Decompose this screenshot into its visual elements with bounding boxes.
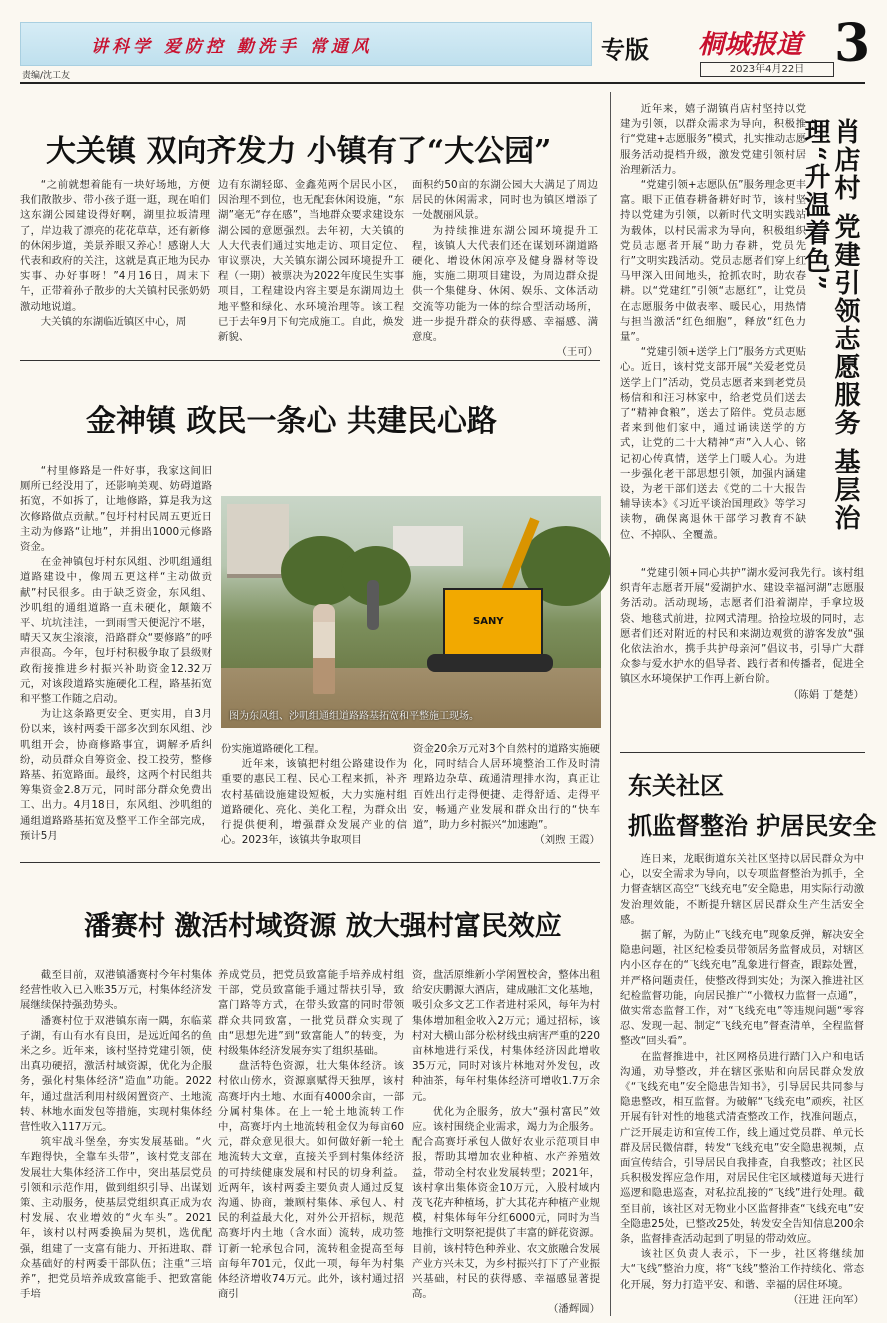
divider: [20, 862, 600, 863]
jinshen-col3: 资金20余万元对3个自然村的道路实施硬化，同时结合人居环境整治工作及时清理路边杂草、疏通清理排水沟，真正让百姓出行走得便捷、走得舒适、走得平安，畅通产业发展和群众出行的“快车道”，助力乡村振兴“加速跑”。 （刘煦 王霞）: [413, 742, 600, 854]
pansai-col1: 截至目前，双港镇潘赛村今年村集体经营性收入已入账35万元，村集体经济发展继续保持强劲势头。 潘赛村位于双港镇东南一隅，东临菜子湖，有山有水有良田，是远近闻名的鱼米之乡。近年来，该村坚持党建引领，使出真功硬招，激活村域资源，优化为企服务，强化村集体经济“造血”功能。2022年，通过盘活利用村级闲置资产、土地流转、林地水面发包等措施，实现村集体经营性收入117万元。 筑牢战斗堡垒，夯实发展基础。“火车跑得快，全靠车头带”，该村党支部在发展壮大集体经济工作中，突出基层党员引领和示范作用，做到组织引导、出谋划策、主动服务，使基层党组织真正成为农村发展、农业增效的“火车头”。2021年，该村以村两委换届为契机，选优配强，组建了一支富有能力、开拓进取、群众基础好的村两委干部队伍；注重“三培养”，把党员培养成致富能手、把致富能手培: [20, 969, 212, 1301]
daguan-byline: （王可）: [556, 346, 598, 359]
xiaodian-byline: （陈娟 丁楚楚）: [787, 688, 864, 701]
photo-caption: 图为东风组、沙叽组通组道路路基拓宽和平整施工现场。: [229, 711, 479, 722]
headline-dongguan-2: 抓监督整治 护居民安全: [628, 811, 877, 840]
headline-jinshen: 金神镇 政民一条心 共建民心路: [86, 404, 497, 439]
person-figure: [313, 604, 335, 694]
divider: [20, 360, 600, 361]
jinshen-byline: （刘煦 王霞）: [534, 834, 600, 847]
daguan-col2: 边有东湖轻邸、金鑫苑两个居民小区，因治理不到位，也无配套休闲设施，“东湖”毫无“存在感”，当地群众要求建设东湖公园的意愿强烈。去年初，大关镇的人大代表们通过实地走访、项目定位、审议票决，大关镇东湖公园环境提升工程（一期）被票决为2022年度民生实事项目，工程建设内容主要是东湖周边土地平整和绿化、水环境治理等。该工程已于去年9月下旬完成施工。自此，焕发新貌、: [218, 179, 404, 344]
masthead-logo: 桐城报道: [698, 30, 803, 60]
xiaodian-col-bottom: “党建引领+同心共护”湖水爱河我先行。该村组织青年志愿者开展“爱湖护水、建设幸福河湖”志愿服务活动。活动现场，志愿者们沿着湖岸，手拿垃圾袋、地毯式前进，拉网式清理。拾捡垃圾的同时，志愿者们还对附近的村民和来湖边观赏的游客发放“强化依法治水，携手共护母亲河”倡议书，引导广大群众参与爱水护水的倡导者、践行者和传播者，促进全镇区水环境保护工作再上新台阶。 （陈娟 丁楚楚）: [620, 566, 864, 744]
construction-photo: [221, 496, 601, 728]
xiaodian-col-top: 近年来，嬉子湖镇肖店村坚持以党建为引领，以群众需求为导向，积极推行“党建+志愿服务”模式，扎实推动志愿服务活动提档升级，激发党建引领村居治理新活力。 “党建引领+志愿队伍”服务理念更丰富。眼下正值春耕备耕好时节，该村坚持以党建为引领，以新时代文明实践站为载体，以村民需求为导向，积极组织党员志愿者开展“助力春耕，党员先行”文明实践活动。党员志愿者们穿上红马甲深入田间地头，抢抓农时，助农春耕。以“党建红”引领“志愿红”，让党员在志愿服务中做表率、暖民心，用热情与担当激活“红色细胞”，释放“红色力量”。 “党建引领+送学上门”服务方式更贴心。近日，该村党支部开展“关爱老党员送学上门”活动，党员志愿者来到老党员杨信和和汪习林家中，给老党员们送去了“精神食粮”，送去了陪伴。党员志愿者来到他们家中，通过诵读送学的方式，让党的二十大精神“声”入人心、铭记初心传真情，送学上门暖人心。为进一步强化老干部思想引领，加强内涵建设，为老干部们送去《党的二十大报告辅导读本》《习近平谈治国理政》等学习读物，确保离退休干部学习教育不缺位、不掉队、全覆盖。: [620, 103, 806, 541]
column-separator: [610, 92, 611, 1316]
section-tag: 专版: [601, 35, 649, 64]
editor-credit: 责编/沈工友: [22, 71, 71, 81]
dongguan-byline: （汪进 汪向军）: [787, 1293, 864, 1306]
page-number: 3: [834, 13, 871, 74]
pansai-col3: 资，盘活原维新小学闲置校舍，整体出租给安庆鹏源大酒店，建成融汇文化基地，吸引众多文艺工作者进村采风，每年为村集体增加租金收入2万元；通过招标，该村对大横山部分松材线虫病害严重的220亩林地进行采伐，村集体经济因此增收35万元，同时对该片林地对外发包，改种油茶，每年村集体经济可增收1.7万余元。 优化为企服务，放大“强村富民”效应。该村围绕企业需求，竭力为企服务。配合高赛圩承包人做好农业示范项目申报，帮助其增加农业种植、水产养殖效益，带动全村农业发展转型；2021年，该村拿出集体资金10万元，入股村域内茂飞花卉种植场，扩大其花卉种植产业规模，村集体每年分红6000元，同时为当地推行文明祭祀提供了丰富的鲜花资源。目前，该村特色种养业、农文旅融合发展产业方兴未艾，为乡村振兴打下了产业振兴基础，村民的获得感、幸福感显著提高。 （潘辉圆）: [412, 968, 600, 1314]
jinshen-col1: “村里修路是一件好事，我家这间旧厕所已经没用了，还影响美观、妨碍道路拓宽，不如拆了，让地修路，算是我为这次修路做点贡献。”包圩村村民周五更近日主动为修路“让地”，并捐出1000元修路资金。 在金神镇包圩村东风组、沙叽组通组道路建设中，像周五更这样“主动做贡献”村民很多。由于缺乏资金，东风组、沙叽组的通组道路一直未硬化，颠簸不平、坑坑洼洼，一到雨雪天便泥泞不堪，晴天又灰尘滚滚，沿路群众“要修路”的呼声很高。今年，包圩村积极争取了县级财政衔接推进乡村振兴补助资金12.32万元，对该段道路实施硬化工程，路基拓宽和平整工作随之启动。 为让这条路更安全、更实用，自3月份以来，该村两委干部多次到东风组、沙叽组开会，协商修路事宜，调解矛盾纠纷，动员群众自筹资金、投工投劳，整修路基、拓宽路面。最终，这两个村民组共筹集资金2.8万元，同时部分群众免费出工、出力。4月18日，东风组、沙叽组的通组道路路基拓宽及整平工作全部完成，预计5月: [20, 465, 212, 842]
daguan-col1: “之前就想着能有一块好场地，方便我们散散步、带小孩子逛一逛，现在咱们这东湖公园建设得好啊，湖里拉坂清理了，岸边栽了漂亮的花花草草，还有新修的休闲步道，美景养眼又养心！感谢人大代表和政府的关注，这就是真正地为民办实事、办好事呀！”4月16日，周末下午，正带着孙子散步的大关镇村民张奶奶激动地说道。 大关镇的东湖临近镇区中心，周: [20, 179, 210, 328]
jinshen-col2: 份实施道路硬化工程。 近年来，该镇把村组公路建设作为重要的惠民工程、民心工程来抓，补齐农村基础设施建设短板，大力实施村组道路硬化、亮化、美化工程，为群众出行提供便利，增强群众发展产业的信心。2023年，该镇共争取项目: [221, 743, 407, 847]
banner-slogan: 讲科学 爱防控 勤洗手 常通风: [91, 36, 373, 57]
pansai-col2: 养成党员，把党员致富能手培养成村组干部，党员致富能手通过帮扶引导，致富门路等方式，在带头致富的同时带领群众共同致富，一批党员群众实现了由“思想先进”到“致富能人”的转变，为村级集体经济发展夯实了组织基础。 盘活特色资源，壮大集体经济。该村依山傍水，资源禀赋得天独厚，该村高赛圩内土地、水面有4000余亩，一部分属村集体。在上一轮土地流转工作中，高赛圩内土地流转租金仅为每亩60元，群众意见很大。如何做好新一轮土地流转大文章，直接关乎到村集体经济的可持续健康发展和村民的切身利益。近两年，该村两委主要负责人通过反复沟通、协商，兼顾村集体、承包人、村民的利益最大化，对外公开招标，规范高赛圩内土地（含水面）流转，成功签订新一轮承包合同，流转租金提高至每亩每年701元，仅此一项，每年为村集体经济增收74万元。此外，该村通过招商引: [218, 969, 404, 1301]
headline-dongguan-1: 东关社区: [628, 771, 724, 800]
header-rule: [20, 82, 865, 84]
issue-date: 2023年4月22日: [700, 62, 834, 77]
header-banner: [20, 22, 592, 66]
headline-daguan: 大关镇 双向齐发力 小镇有了“大公园”: [46, 134, 552, 169]
person-figure: [367, 580, 379, 630]
excavator-brand: SANY: [473, 616, 504, 627]
daguan-col3: 面积约50亩的东湖公园大大满足了周边居民的休闲需求，同时也为镇区增添了一处靓丽风景。 为持续推进东湖公园环境提升工程，该镇人大代表们还在谋划环湖道路硬化、增设休闲凉亭及健身器材等设施，实施二期项目建设，为周边群众提供一个集健身、休闲、娱乐、文体活动交流等功能为一体的综合型活动场所，进一步提升群众的获得感、幸福感、满意度。 （王可）: [412, 178, 598, 346]
dongguan-col: 连日来，龙眠街道东关社区坚持以居民群众为中心，以安全需求为导向，以专项监督整治为抓手，全力督查辖区高空“飞线充电”安全隐患，用实际行动激发治理效能，不断提升辖区居民群众生产生活安全感。 据了解，为防止“飞线充电”现象反弹，解决安全隐患问题，社区纪检委员带领居务监督成员，对辖区内小区存在的“飞线充电”乱象进行督查，跟踪处置，并严格问题责任，使整改得到实处；为深入推进社区纪检监督功能，向居民推广“小微权力监督一点通”，做实常态监督工作，对“飞线充电”等违规问题“零容忍、发现一起、制定“飞线充电”督查清单，全程监督整改“回头看”。 在监督推进中，社区网格员进行踏门入户和电话沟通，劝导整改，并在辖区张贴和向居民群众发放《“飞线充电”安全隐患告知书》，引导居民共同参与隐患整改，相互监督。为破解“飞线充电”顽疾，社区开展有针对性的地毯式清查整改工作，找准问题点，广泛开展走访和宣传工作，线上通过党员群、单元长群及居民微信群，转发“飞线充电”安全隐患视频，点面宣传结合，引导居民自我排查，自我整改；社区民兵积极发挥应急作用，对居民住宅区域楼道每天进行巡逻和隐患巡查，对私拉乱接的“飞线”进行处理。截至目前，该社区对无物业小区监督排查“飞线充电”安全隐患25处，已整改25处，转发安全告知信息200余条，监督排查活动起到了明显的带动效应。 该社区负责人表示，下一步，社区将继续加大“飞线”整治力度，将“飞线”整治工作持续化、常态化开展，努力打造平安、和谐、幸福的居住环境。 （汪进 汪向军）: [620, 852, 864, 1314]
headline-pansai: 潘赛村 激活村域资源 放大强村富民效应: [84, 911, 562, 942]
pansai-byline: （潘辉圆）: [548, 1303, 600, 1316]
divider: [620, 752, 865, 753]
headline-xiaodian: 肖店村 党建引领志愿服务 基层治理“升温着色”: [800, 118, 860, 533]
